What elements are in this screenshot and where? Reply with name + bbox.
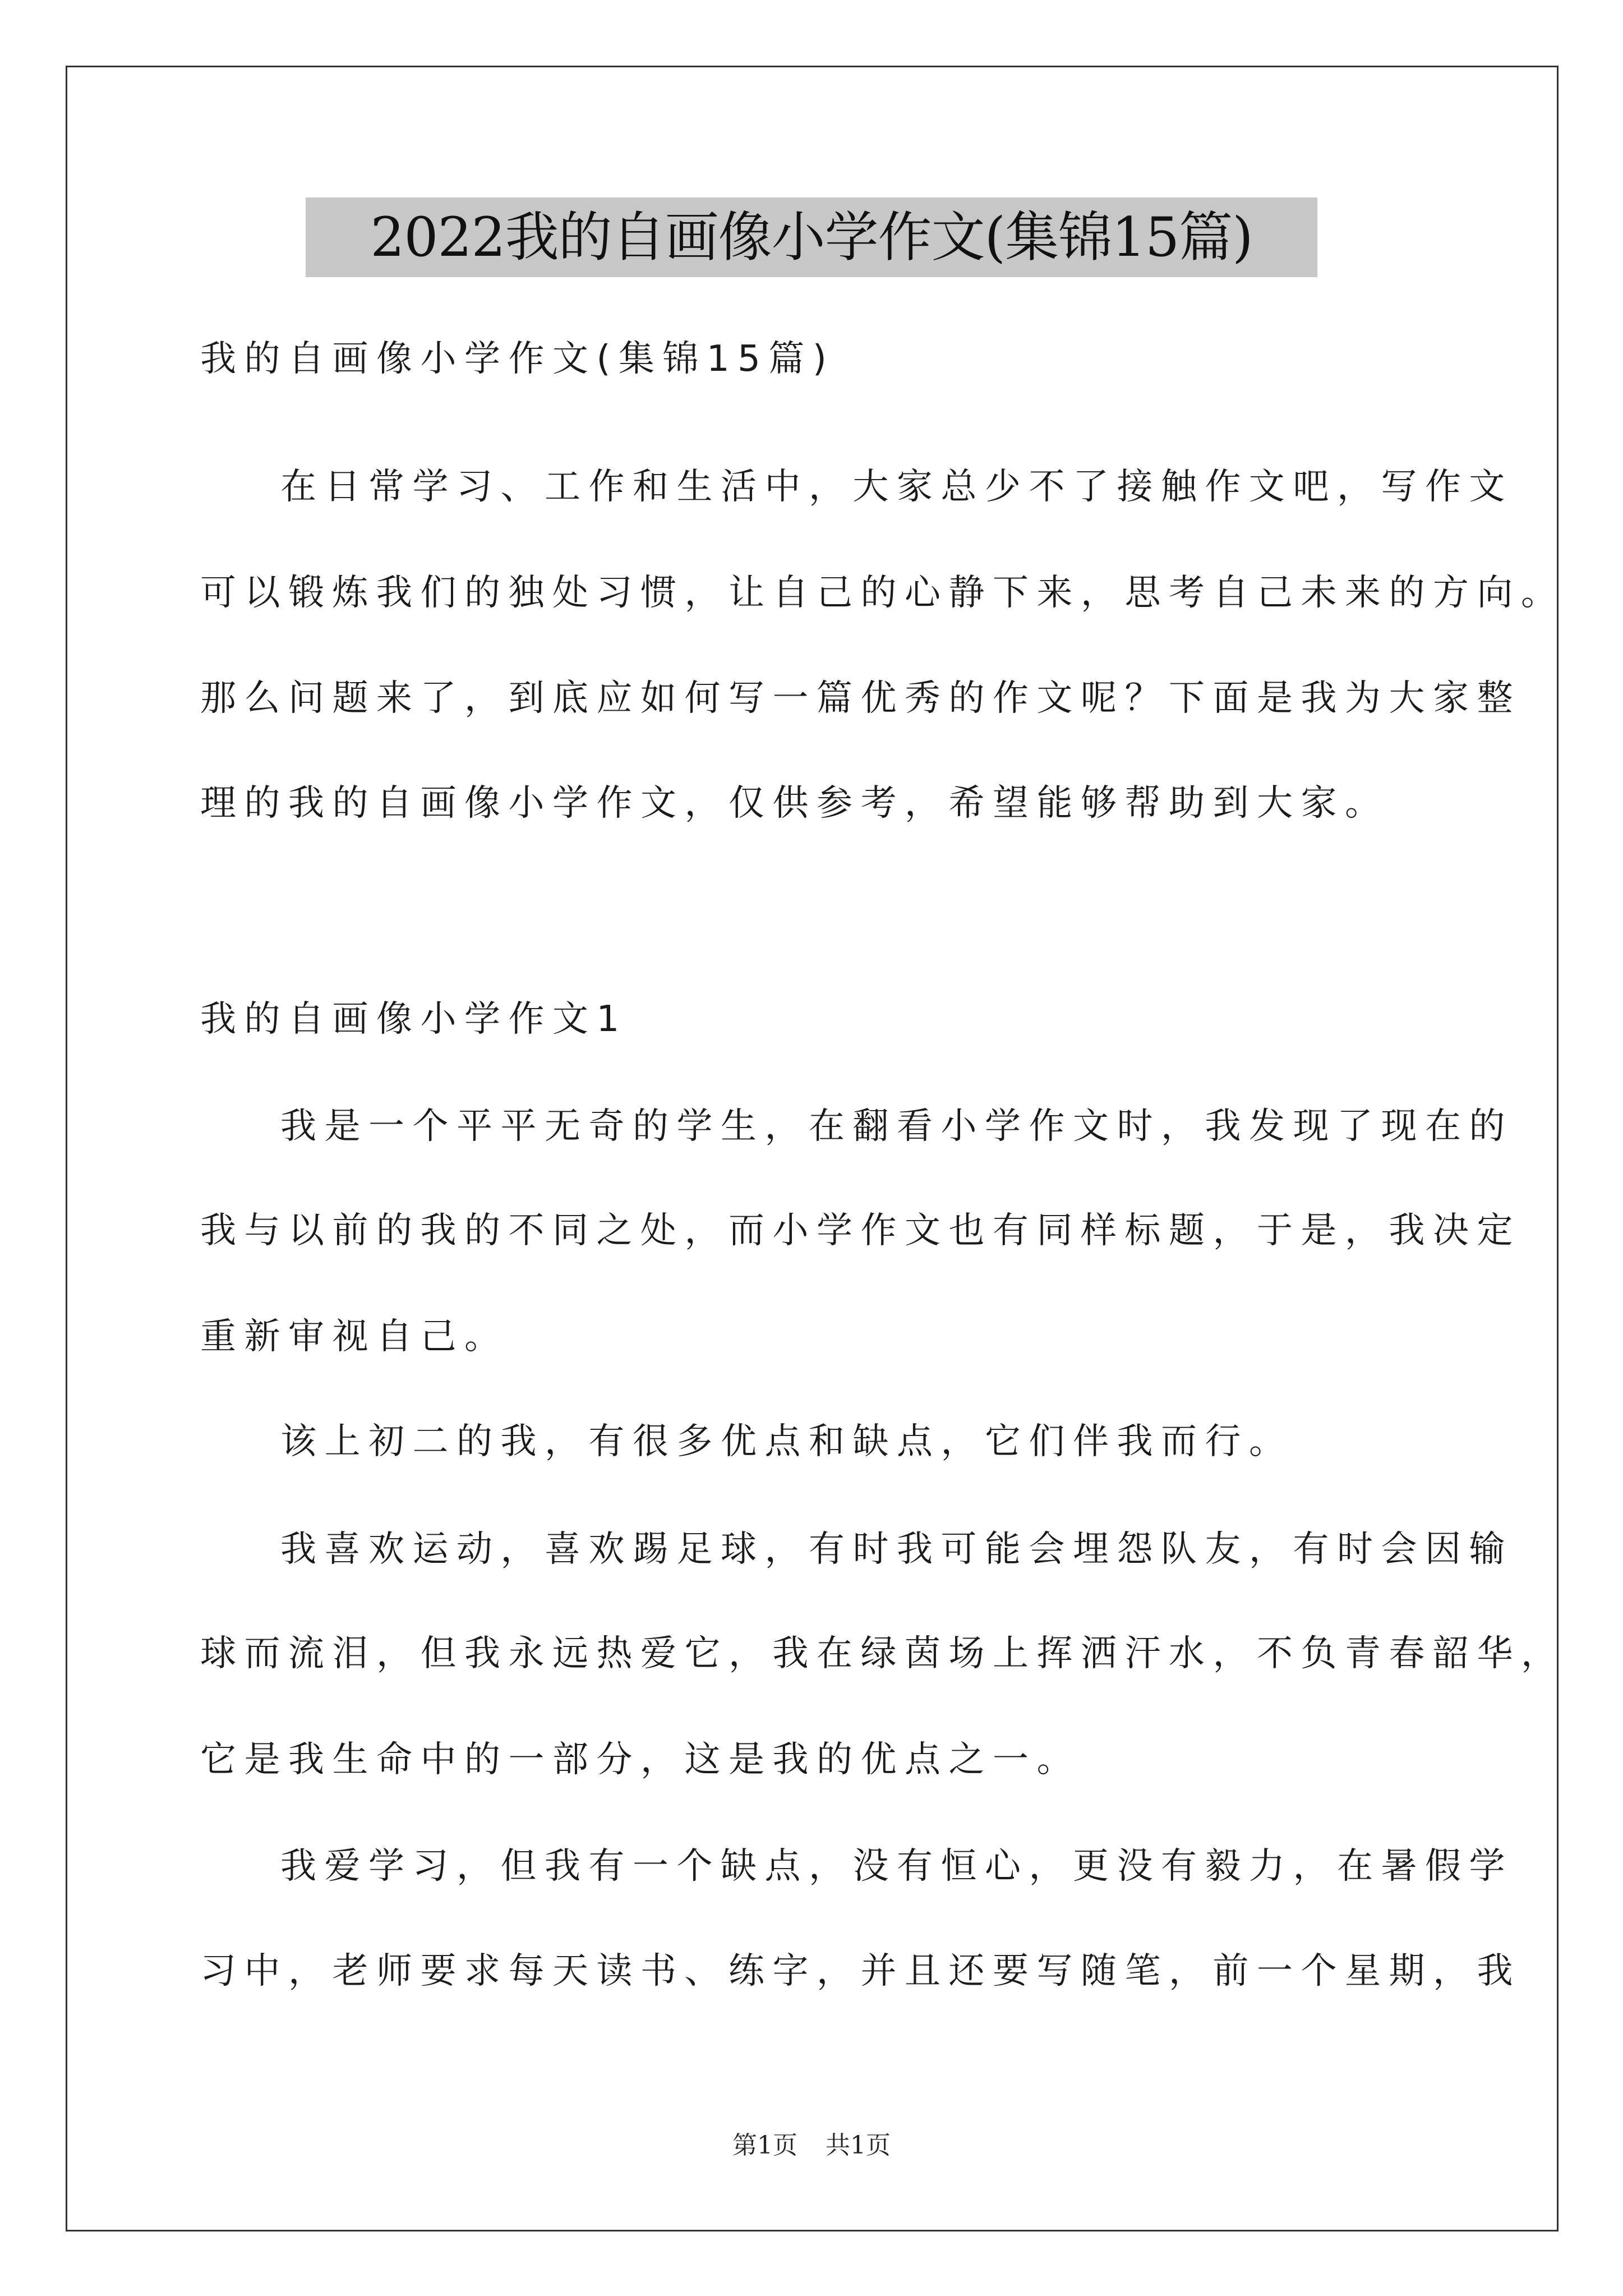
essay-line-7: 它是我生命中的一部分，这是我的优点之一。 — [200, 1739, 1081, 1780]
page-footer — [0, 2129, 1623, 2162]
essay-line-2: 我与以前的我的不同之处，而小学作文也有同样标题，于是，我决定 — [200, 1210, 1521, 1251]
intro-line-3: 那么问题来了，到底应如何写一篇优秀的作文呢？下面是我为大家整 — [200, 678, 1521, 719]
intro-line-1: 在日常学习、工作和生活中，大家总少不了接触作文吧，写作文 — [280, 466, 1513, 508]
document-title: 2022我的自画像小学作文(集锦15篇) — [306, 197, 1317, 277]
essay-line-5: 我喜欢运动，喜欢踢足球，有时我可能会埋怨队友，有时会因输 — [280, 1529, 1513, 1570]
subtitle-line: 我的自画像小学作文(集锦15篇) — [200, 338, 835, 380]
page-number: 第1页 — [732, 2131, 797, 2160]
intro-line-4: 理的我的自画像小学作文，仅供参考，希望能够帮助到大家。 — [200, 783, 1389, 824]
essay-line-1: 我是一个平平无奇的学生，在翻看小学作文时，我发现了现在的 — [280, 1106, 1513, 1147]
section-heading-1: 我的自画像小学作文1 — [200, 999, 628, 1040]
essay-line-9: 习中，老师要求每天读书、练字，并且还要写随笔，前一个星期，我 — [200, 1950, 1521, 1992]
essay-line-3: 重新审视自己。 — [200, 1316, 509, 1358]
page-total: 共1页 — [826, 2131, 891, 2160]
essay-line-4: 该上初二的我，有很多优点和缺点，它们伴我而行。 — [280, 1421, 1293, 1462]
essay-line-8: 我爱学习，但我有一个缺点，没有恒心，更没有毅力，在暑假学 — [280, 1846, 1513, 1887]
intro-line-2: 可以锻炼我们的独处习惯，让自己的心静下来，思考自己未来的方向。 — [200, 572, 1565, 614]
essay-line-6: 球而流泪，但我永远热爱它，我在绿茵场上挥洒汗水，不负青春韶华， — [200, 1633, 1565, 1674]
